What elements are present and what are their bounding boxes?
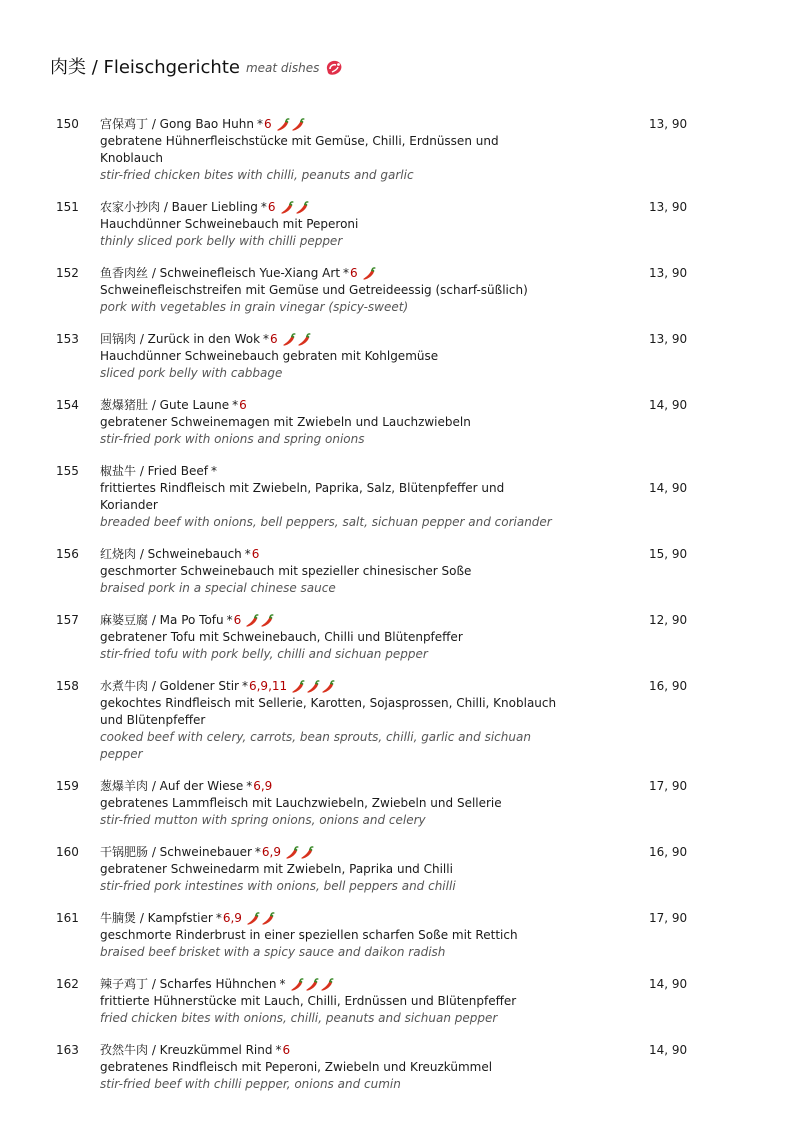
- item-description-de: gebratener Schweinedarm mit Zwiebeln, Paprika und Chilli: [100, 862, 453, 876]
- menu-item: [0, 199, 794, 250]
- menu-item: [0, 778, 794, 829]
- additive-asterisk: *: [275, 1043, 282, 1057]
- spiciness: [291, 680, 336, 694]
- item-number: 153: [56, 332, 79, 346]
- hot-pepper-icon: [291, 118, 305, 132]
- additive-code: 6,9: [253, 779, 273, 793]
- item-description-en: stir-fried mutton with spring onions, onions and celery: [100, 813, 426, 827]
- item-description-en: sliced pork belly with cabbage: [100, 366, 283, 380]
- item-title: 水煮牛肉 / Goldener Stir: [100, 679, 239, 693]
- item-number: 159: [56, 779, 79, 793]
- item-description-en: stir-fried pork with onions and spring onions: [100, 432, 365, 446]
- hot-pepper-icon: [321, 680, 335, 694]
- additive-code: 6,9,11: [248, 679, 288, 693]
- item-description-en: thinly sliced pork belly with chilli pepper: [100, 234, 343, 248]
- menu-item: [0, 678, 794, 763]
- item-description-en: stir-fried chicken bites with chilli, peanuts and garlic: [100, 168, 414, 182]
- item-title-line: [100, 910, 564, 927]
- additive-code: 6: [267, 200, 276, 214]
- hot-pepper-icon: [260, 614, 274, 628]
- item-description-de: gebratenes Rindfleisch mit Peperoni, Zwiebeln und Kreuzkümmel: [100, 1060, 493, 1074]
- item-title: 回锅肉 / Zurück in den Wok: [100, 332, 261, 346]
- additive-code: 6: [270, 332, 278, 346]
- hot-pepper-icon: [280, 201, 294, 215]
- item-title: 麻婆豆腐 / Ma Po Tofu: [100, 613, 224, 627]
- menu-item: [0, 397, 794, 448]
- item-title-line: [100, 331, 564, 348]
- item-description-de: gekochtes Rindfleisch mit Sellerie, Karotten, Sojasprossen, Chilli, Knoblauch und Blütenpfeffer: [100, 696, 557, 727]
- item-description-de: Hauchdünner Schweinebauch gebraten mit Kohlgemüse: [100, 349, 439, 363]
- item-title: 鱼香肉丝 / Schweinefleisch Yue-Xiang Art: [100, 266, 341, 280]
- item-number: 151: [56, 200, 79, 214]
- item-description-de: Hauchdünner Schweinebauch mit Peperoni: [100, 217, 359, 231]
- item-price: 13, 90: [649, 200, 688, 214]
- additive-asterisk: *: [254, 845, 261, 859]
- additive-asterisk: *: [263, 332, 270, 346]
- page-heading: [50, 55, 344, 81]
- item-description-de: geschmorte Rinderbrust in einer speziellen scharfen Soße mit Rettich: [100, 928, 518, 942]
- item-description-de: frittierte Hühnerstücke mit Lauch, Chilli, Erdnüssen und Blütenpfeffer: [100, 994, 517, 1008]
- hot-pepper-icon: [305, 978, 319, 992]
- item-description-de: geschmorter Schweinebauch mit spezieller chinesischer Soße: [100, 564, 472, 578]
- hot-pepper-icon: [320, 978, 334, 992]
- menu-item: [0, 844, 794, 895]
- item-title: 孜然牛肉 / Kreuzkümmel Rind: [100, 1043, 273, 1057]
- hot-pepper-icon: [290, 978, 304, 992]
- item-description-de: gebratener Schweinemagen mit Zwiebeln und Lauchzwiebeln: [100, 415, 471, 429]
- hot-pepper-icon: [291, 680, 305, 694]
- hot-pepper-icon: [362, 267, 376, 281]
- item-number: 154: [56, 398, 79, 412]
- item-title: 宫保鸡丁 / Gong Bao Huhn: [100, 117, 254, 131]
- item-title-line: [100, 265, 564, 282]
- item-price: 13, 90: [649, 332, 688, 346]
- item-title: 辣子鸡丁 / Scharfes Hühnchen: [100, 977, 277, 991]
- item-description-de: frittiertes Rindfleisch mit Zwiebeln, Paprika, Salz, Blütenpfeffer und Koriander: [100, 481, 505, 512]
- additive-code: 6,9: [261, 845, 281, 859]
- item-description-en: braised beef brisket with a spicy sauce and daikon radish: [100, 945, 446, 959]
- additive-asterisk: *: [244, 547, 251, 561]
- item-description-en: braised pork in a special chinese sauce: [100, 581, 336, 595]
- menu-item: [0, 546, 794, 597]
- spiciness: [245, 614, 275, 628]
- item-title-line: [100, 546, 564, 563]
- item-number: 152: [56, 266, 79, 280]
- item-title-line: [100, 678, 564, 695]
- item-description-en: cooked beef with celery, carrots, bean sprouts, chilli, garlic and sichuan pepper: [100, 730, 531, 761]
- item-number: 157: [56, 613, 79, 627]
- menu-item: [0, 265, 794, 316]
- item-price: 17, 90: [649, 779, 688, 793]
- item-description-de: gebratenes Lammfleisch mit Lauchzwiebeln, Zwiebeln und Sellerie: [100, 796, 502, 810]
- heading-title: 肉类 / Fleischgerichte: [50, 57, 240, 78]
- item-description-de: gebratener Tofu mit Schweinebauch, Chilli und Blütenpfeffer: [100, 630, 463, 644]
- item-title: 牛腩煲 / Kampfstier: [100, 911, 213, 925]
- hot-pepper-icon: [282, 333, 296, 347]
- item-description-en: breaded beef with onions, bell peppers, salt, sichuan pepper and coriander: [100, 515, 552, 529]
- item-title-line: [100, 976, 564, 993]
- item-number: 160: [56, 845, 79, 859]
- item-title: 干锅肥肠 / Schweinebauer: [100, 845, 252, 859]
- menu-item: [0, 331, 794, 382]
- meat-icon: [324, 58, 344, 78]
- menu-item: [0, 463, 794, 531]
- additive-code: 6,9: [222, 911, 242, 925]
- menu-item: [0, 976, 794, 1027]
- item-title: 农家小抄肉 / Bauer Liebling: [100, 200, 258, 214]
- item-price: 13, 90: [649, 117, 688, 131]
- item-title-line: [100, 612, 564, 629]
- additive-asterisk: *: [279, 977, 286, 991]
- item-title: 葱爆猪肚 / Gute Laune: [100, 398, 230, 412]
- additive-asterisk: *: [256, 117, 263, 131]
- item-number: 163: [56, 1043, 79, 1057]
- hot-pepper-icon: [297, 333, 311, 347]
- additive-asterisk: *: [211, 464, 218, 478]
- item-price: 15, 90: [649, 547, 688, 561]
- item-price: 14, 90: [649, 481, 688, 495]
- additive-code: 6: [233, 613, 242, 627]
- spiciness: [285, 846, 315, 860]
- menu-item: [0, 612, 794, 663]
- item-title-line: [100, 199, 564, 216]
- item-number: 156: [56, 547, 79, 561]
- item-title-line: [100, 397, 564, 414]
- additive-code: 6: [251, 547, 260, 561]
- hot-pepper-icon: [245, 614, 259, 628]
- hot-pepper-icon: [246, 912, 260, 926]
- item-price: 16, 90: [649, 679, 688, 693]
- item-price: 12, 90: [649, 613, 688, 627]
- additive-asterisk: *: [232, 398, 239, 412]
- item-price: 17, 90: [649, 911, 688, 925]
- additive-code: 6: [350, 266, 358, 280]
- menu-list: [0, 116, 794, 1108]
- spiciness: [282, 333, 312, 347]
- item-number: 162: [56, 977, 79, 991]
- hot-pepper-icon: [261, 912, 275, 926]
- additive-asterisk: *: [343, 266, 350, 280]
- additive-code: 6: [263, 117, 272, 131]
- menu-item: [0, 1042, 794, 1093]
- menu-item: [0, 910, 794, 961]
- item-description-de: Schweinefleischstreifen mit Gemüse und Getreideessig (scharf-süßlich): [100, 283, 528, 297]
- hot-pepper-icon: [285, 846, 299, 860]
- additive-asterisk: *: [241, 679, 248, 693]
- hot-pepper-icon: [306, 680, 320, 694]
- spiciness: [290, 978, 335, 992]
- spiciness: [276, 118, 306, 132]
- additive-asterisk: *: [260, 200, 267, 214]
- additive-asterisk: *: [226, 613, 233, 627]
- item-description-en: stir-fried pork intestines with onions, bell peppers and chilli: [100, 879, 456, 893]
- item-title: 红烧肉 / Schweinebauch: [100, 547, 242, 561]
- item-price: 16, 90: [649, 845, 688, 859]
- item-price: 13, 90: [649, 266, 688, 280]
- item-title: 椒盐牛 / Fried Beef: [100, 464, 209, 478]
- item-title-line: [100, 844, 564, 861]
- hot-pepper-icon: [300, 846, 314, 860]
- spiciness: [246, 912, 276, 926]
- item-price: 14, 90: [649, 398, 688, 412]
- item-description-en: stir-fried tofu with pork belly, chilli and sichuan pepper: [100, 647, 428, 661]
- item-price: 14, 90: [649, 1043, 688, 1057]
- heading-subtitle: meat dishes: [245, 60, 320, 75]
- item-title-line: [100, 463, 564, 480]
- item-title-line: [100, 1042, 564, 1059]
- spiciness: [362, 267, 377, 281]
- item-number: 161: [56, 911, 79, 925]
- additive-code: 6: [282, 1043, 291, 1057]
- item-description-en: fried chicken bites with onions, chilli, peanuts and sichuan pepper: [100, 1011, 498, 1025]
- hot-pepper-icon: [276, 118, 290, 132]
- item-number: 158: [56, 679, 79, 693]
- item-title-line: [100, 778, 564, 795]
- menu-item: [0, 116, 794, 184]
- item-description-en: pork with vegetables in grain vinegar (spicy-sweet): [100, 300, 409, 314]
- additive-code: 6: [239, 398, 247, 412]
- additive-asterisk: *: [215, 911, 222, 925]
- item-description-en: stir-fried beef with chilli pepper, onions and cumin: [100, 1077, 401, 1091]
- spiciness: [280, 201, 310, 215]
- hot-pepper-icon: [295, 201, 309, 215]
- item-description-de: gebratene Hühnerfleischstücke mit Gemüse, Chilli, Erdnüssen und Knoblauch: [100, 134, 499, 165]
- item-title: 葱爆羊肉 / Auf der Wiese: [100, 779, 244, 793]
- item-price: 14, 90: [649, 977, 688, 991]
- additive-asterisk: *: [246, 779, 253, 793]
- item-number: 150: [56, 117, 79, 131]
- item-number: 155: [56, 464, 79, 478]
- item-title-line: [100, 116, 564, 133]
